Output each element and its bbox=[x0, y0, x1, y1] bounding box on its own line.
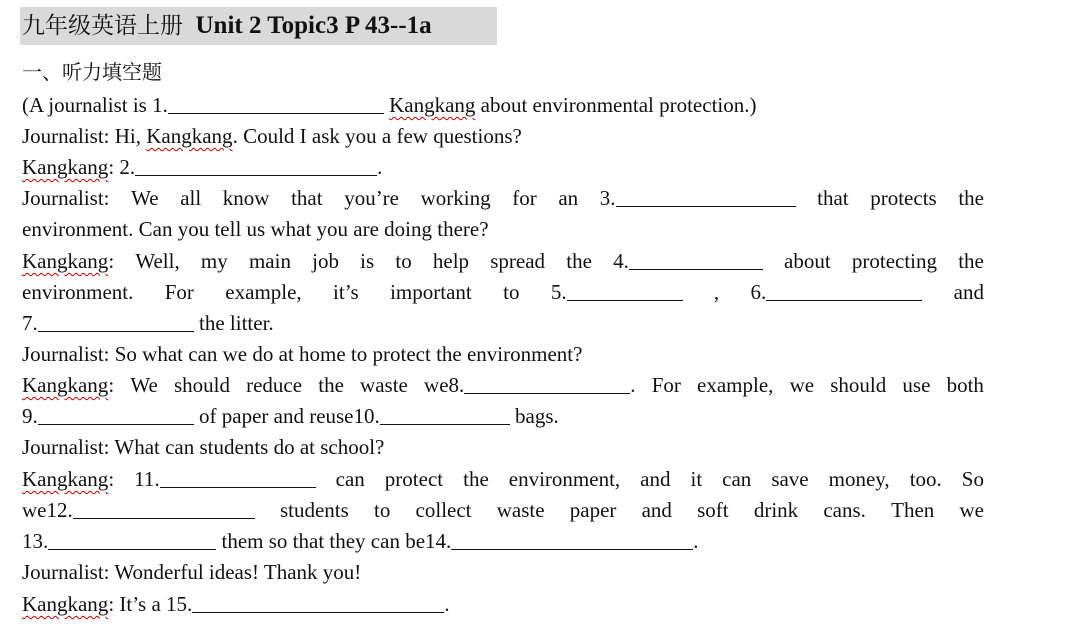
dialogue-line-16 bbox=[22, 557, 984, 588]
word: reduce bbox=[246, 373, 303, 397]
dialogue-line-17 bbox=[22, 589, 984, 620]
word: Journalist: bbox=[22, 186, 110, 210]
blank-15[interactable] bbox=[192, 590, 444, 613]
speaker-name: Kangkang bbox=[22, 155, 109, 179]
word: the bbox=[318, 373, 344, 397]
word: soft bbox=[697, 498, 729, 522]
blank-5[interactable] bbox=[567, 278, 683, 301]
word: my bbox=[200, 249, 228, 273]
word: We bbox=[131, 186, 159, 210]
word: important bbox=[390, 280, 472, 304]
line-text: Journalist: Wonderful ideas! Thank you! bbox=[22, 560, 362, 584]
word: job bbox=[312, 249, 339, 273]
word: to bbox=[374, 498, 391, 522]
word: environment. bbox=[22, 280, 134, 304]
word: protect bbox=[384, 467, 444, 491]
word: it bbox=[690, 467, 703, 491]
blank-12[interactable] bbox=[73, 496, 255, 519]
word: So bbox=[961, 467, 984, 491]
line-text: bags. bbox=[509, 404, 559, 428]
blank-3[interactable] bbox=[616, 184, 796, 207]
speaker-name: Kangkang bbox=[22, 467, 109, 491]
word: 4. bbox=[613, 249, 629, 273]
word: We bbox=[130, 373, 158, 397]
line-text: : 2. bbox=[108, 155, 136, 179]
line-text: Journalist: So what can we do at home to protect the environment? bbox=[22, 342, 583, 366]
word-with-blank bbox=[22, 495, 255, 526]
word: 6. bbox=[750, 280, 767, 304]
blank-9[interactable] bbox=[38, 402, 194, 425]
blank-8[interactable] bbox=[464, 371, 630, 394]
word: protects bbox=[870, 186, 937, 210]
dialogue-line-12 bbox=[22, 432, 984, 463]
word: and bbox=[640, 467, 671, 491]
word: we8. bbox=[424, 373, 465, 397]
word: it’s bbox=[333, 280, 359, 304]
word-with-blank bbox=[613, 246, 763, 277]
line-text: about environmental protection.) bbox=[475, 93, 757, 117]
speaker-name: Kangkang bbox=[22, 373, 109, 397]
line-text: of paper and reuse10. bbox=[193, 404, 380, 428]
word: example, bbox=[225, 280, 302, 304]
word: the bbox=[566, 249, 592, 273]
word: working bbox=[420, 186, 491, 210]
title-chinese: 九年级英语上册 bbox=[22, 13, 183, 39]
dialogue-line-13 bbox=[22, 464, 984, 495]
word: collect bbox=[415, 498, 472, 522]
dialogue-line-14 bbox=[22, 495, 984, 526]
word: For bbox=[651, 373, 681, 397]
blank-14[interactable] bbox=[451, 527, 693, 550]
dialogue-line-11 bbox=[22, 401, 984, 432]
line-text: : It’s a 15. bbox=[108, 592, 193, 616]
blank-6[interactable] bbox=[766, 278, 922, 301]
word-with-blank bbox=[551, 277, 683, 308]
word: can bbox=[335, 467, 365, 491]
speaker-name: Kangkang bbox=[389, 93, 476, 117]
word: help bbox=[432, 249, 470, 273]
line-text: 9. bbox=[22, 404, 38, 428]
dialogue-line-2 bbox=[22, 121, 984, 152]
word-with-blank bbox=[600, 183, 796, 214]
line-text: 13. bbox=[22, 529, 49, 553]
dialogue-line-7 bbox=[22, 277, 984, 308]
line-text: 7. bbox=[22, 311, 38, 335]
dialogue-line-6 bbox=[22, 246, 984, 277]
blank-13[interactable] bbox=[48, 527, 216, 550]
line-text: (A journalist is 1. bbox=[22, 93, 168, 117]
dialogue-line-8 bbox=[22, 308, 984, 339]
blank-11[interactable] bbox=[160, 465, 316, 488]
line-text: . bbox=[444, 592, 450, 616]
word: Then bbox=[891, 498, 935, 522]
line-text: Journalist: Hi, bbox=[22, 124, 147, 148]
word: too. bbox=[909, 467, 942, 491]
word: the bbox=[958, 249, 984, 273]
blank-1[interactable] bbox=[168, 91, 384, 114]
word: to bbox=[395, 249, 412, 273]
word: that bbox=[817, 186, 849, 210]
word: and bbox=[641, 498, 672, 522]
speaker-name: Kangkang bbox=[146, 124, 233, 148]
speaker-label bbox=[22, 464, 114, 495]
word: we bbox=[959, 498, 984, 522]
word: is bbox=[360, 249, 375, 273]
word: cans. bbox=[823, 498, 866, 522]
word-with-blank bbox=[751, 277, 923, 308]
word: money, bbox=[828, 467, 890, 491]
section-heading: 一、听力填空题 bbox=[22, 60, 162, 84]
word: the bbox=[463, 467, 489, 491]
word: an bbox=[558, 186, 579, 210]
word: protecting bbox=[851, 249, 938, 273]
word: : bbox=[108, 249, 115, 273]
title-english: Unit 2 Topic3 P 43--1a bbox=[195, 12, 432, 39]
word: waste bbox=[360, 373, 408, 397]
word: to bbox=[503, 280, 520, 304]
dialogue-line-15 bbox=[22, 526, 984, 557]
word: save bbox=[771, 467, 809, 491]
word: Well, bbox=[135, 249, 180, 273]
line-text: environment. Can you tell us what you are doing there? bbox=[22, 217, 489, 241]
word: . bbox=[630, 373, 636, 397]
word: spread bbox=[490, 249, 546, 273]
blank-7[interactable] bbox=[38, 309, 194, 332]
word: : bbox=[108, 373, 115, 397]
line-text: Journalist: What can students do at school? bbox=[22, 435, 385, 459]
word: , bbox=[713, 280, 720, 304]
word: both bbox=[946, 373, 984, 397]
line-text: . Could I ask you a few questions? bbox=[232, 124, 522, 148]
word: all bbox=[180, 186, 202, 210]
word: about bbox=[784, 249, 831, 273]
word: use bbox=[902, 373, 931, 397]
word: that bbox=[291, 186, 323, 210]
word: 5. bbox=[550, 280, 567, 304]
speaker-name: Kangkang bbox=[22, 249, 109, 273]
dialogue-line-4 bbox=[22, 183, 984, 214]
speaker-label bbox=[22, 246, 114, 277]
speaker-name: Kangkang bbox=[22, 592, 109, 616]
blank-10[interactable] bbox=[380, 402, 510, 425]
line-text: them so that they can be14. bbox=[216, 529, 452, 553]
line-text: the litter. bbox=[193, 311, 274, 335]
dialogue-line-5 bbox=[22, 214, 984, 245]
word: 3. bbox=[599, 186, 616, 210]
word: : bbox=[108, 467, 115, 491]
word: should bbox=[830, 373, 887, 397]
worksheet-title bbox=[20, 7, 497, 45]
word: 11. bbox=[134, 467, 160, 491]
word: know bbox=[222, 186, 270, 210]
word: the bbox=[958, 186, 984, 210]
word: and bbox=[953, 280, 984, 304]
blank-4[interactable] bbox=[629, 247, 763, 270]
line-text: . bbox=[377, 155, 383, 179]
word: we12. bbox=[22, 498, 73, 522]
word: should bbox=[173, 373, 230, 397]
speaker-label bbox=[22, 370, 114, 401]
word: paper bbox=[569, 498, 617, 522]
dialogue-line-1 bbox=[22, 90, 984, 121]
word: environment, bbox=[508, 467, 621, 491]
word: waste bbox=[496, 498, 545, 522]
word-with-blank bbox=[134, 464, 315, 495]
word: can bbox=[722, 467, 752, 491]
dialogue-line-9 bbox=[22, 339, 984, 370]
line-text: . bbox=[693, 529, 699, 553]
word: For bbox=[164, 280, 194, 304]
dialogue-line-10 bbox=[22, 370, 984, 401]
word: students bbox=[279, 498, 349, 522]
blank-2[interactable] bbox=[135, 153, 377, 176]
word: drink bbox=[753, 498, 799, 522]
word-with-blank bbox=[424, 370, 636, 401]
word: we bbox=[789, 373, 815, 397]
dialogue-line-3 bbox=[22, 152, 984, 183]
word: you’re bbox=[344, 186, 399, 210]
word: example, bbox=[697, 373, 774, 397]
word: for bbox=[512, 186, 537, 210]
word: main bbox=[248, 249, 291, 273]
